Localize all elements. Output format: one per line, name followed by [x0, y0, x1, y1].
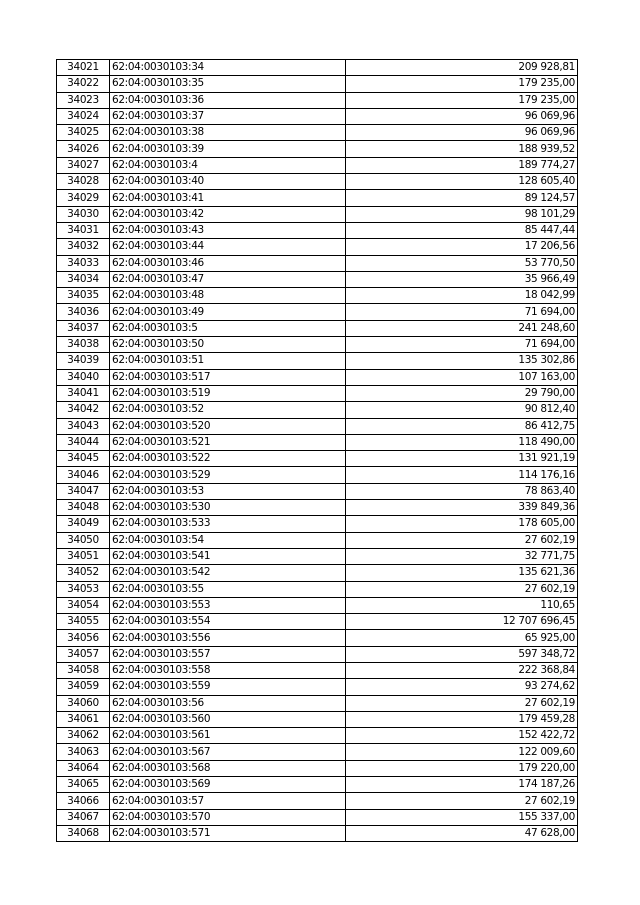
row-number-cell: 34045 [57, 451, 110, 467]
value-cell: 114 176,16 [346, 467, 578, 483]
cadastral-number-cell: 62:04:0030103:53 [110, 483, 346, 499]
row-number-cell: 34024 [57, 108, 110, 124]
cadastral-number-cell: 62:04:0030103:48 [110, 288, 346, 304]
table-row [57, 679, 578, 695]
row-number-cell: 34055 [57, 614, 110, 630]
value-cell: 12 707 696,45 [346, 614, 578, 630]
value-cell: 27 602,19 [346, 532, 578, 548]
value-cell: 179 235,00 [346, 92, 578, 108]
cadastral-number-cell: 62:04:0030103:569 [110, 777, 346, 793]
table-row [57, 695, 578, 711]
table-row [57, 402, 578, 418]
value-cell: 29 790,00 [346, 385, 578, 401]
cadastral-number-cell: 62:04:0030103:46 [110, 255, 346, 271]
row-number-cell: 34025 [57, 125, 110, 141]
row-number-cell: 34068 [57, 825, 110, 841]
row-number-cell: 34032 [57, 239, 110, 255]
cadastral-number-cell: 62:04:0030103:52 [110, 402, 346, 418]
value-cell: 90 812,40 [346, 402, 578, 418]
cadastral-number-cell: 62:04:0030103:51 [110, 353, 346, 369]
value-cell: 189 774,27 [346, 157, 578, 173]
row-number-cell: 34036 [57, 304, 110, 320]
table-row [57, 60, 578, 76]
table-row [57, 76, 578, 92]
value-cell: 131 921,19 [346, 451, 578, 467]
table-row [57, 125, 578, 141]
table-row [57, 662, 578, 678]
table-row [57, 222, 578, 238]
value-cell: 174 187,26 [346, 777, 578, 793]
row-number-cell: 34026 [57, 141, 110, 157]
value-cell: 107 163,00 [346, 369, 578, 385]
cadastral-number-cell: 62:04:0030103:35 [110, 76, 346, 92]
row-number-cell: 34056 [57, 630, 110, 646]
row-number-cell: 34035 [57, 288, 110, 304]
row-number-cell: 34040 [57, 369, 110, 385]
value-cell: 86 412,75 [346, 418, 578, 434]
row-number-cell: 34060 [57, 695, 110, 711]
cadastral-number-cell: 62:04:0030103:557 [110, 646, 346, 662]
table-row [57, 597, 578, 613]
table-row [57, 157, 578, 173]
table-row [57, 614, 578, 630]
cadastral-number-cell: 62:04:0030103:39 [110, 141, 346, 157]
table-row [57, 548, 578, 564]
cadastral-number-cell: 62:04:0030103:520 [110, 418, 346, 434]
table-row [57, 630, 578, 646]
cadastral-number-cell: 62:04:0030103:40 [110, 174, 346, 190]
cadastral-number-cell: 62:04:0030103:568 [110, 760, 346, 776]
table-row [57, 141, 578, 157]
cadastral-value-table [56, 59, 578, 842]
row-number-cell: 34067 [57, 809, 110, 825]
value-cell: 122 009,60 [346, 744, 578, 760]
row-number-cell: 34064 [57, 760, 110, 776]
value-cell: 241 248,60 [346, 320, 578, 336]
row-number-cell: 34042 [57, 402, 110, 418]
value-cell: 128 605,40 [346, 174, 578, 190]
row-number-cell: 34030 [57, 206, 110, 222]
table-row [57, 809, 578, 825]
value-cell: 17 206,56 [346, 239, 578, 255]
row-number-cell: 34033 [57, 255, 110, 271]
table-row [57, 418, 578, 434]
value-cell: 222 368,84 [346, 662, 578, 678]
value-cell: 93 274,62 [346, 679, 578, 695]
row-number-cell: 34037 [57, 320, 110, 336]
table-row [57, 434, 578, 450]
value-cell: 27 602,19 [346, 695, 578, 711]
table-row [57, 369, 578, 385]
cadastral-number-cell: 62:04:0030103:55 [110, 581, 346, 597]
cadastral-number-cell: 62:04:0030103:542 [110, 565, 346, 581]
row-number-cell: 34038 [57, 337, 110, 353]
cadastral-number-cell: 62:04:0030103:43 [110, 222, 346, 238]
cadastral-number-cell: 62:04:0030103:560 [110, 711, 346, 727]
value-cell: 96 069,96 [346, 108, 578, 124]
row-number-cell: 34061 [57, 711, 110, 727]
value-cell: 32 771,75 [346, 548, 578, 564]
cadastral-number-cell: 62:04:0030103:47 [110, 271, 346, 287]
row-number-cell: 34057 [57, 646, 110, 662]
table-row [57, 190, 578, 206]
row-number-cell: 34054 [57, 597, 110, 613]
cadastral-number-cell: 62:04:0030103:541 [110, 548, 346, 564]
value-cell: 78 863,40 [346, 483, 578, 499]
value-cell: 597 348,72 [346, 646, 578, 662]
value-cell: 53 770,50 [346, 255, 578, 271]
table-row [57, 288, 578, 304]
cadastral-number-cell: 62:04:0030103:519 [110, 385, 346, 401]
cadastral-number-cell: 62:04:0030103:4 [110, 157, 346, 173]
cadastral-number-cell: 62:04:0030103:49 [110, 304, 346, 320]
table-row [57, 793, 578, 809]
row-number-cell: 34062 [57, 728, 110, 744]
row-number-cell: 34048 [57, 500, 110, 516]
row-number-cell: 34050 [57, 532, 110, 548]
table-row [57, 320, 578, 336]
row-number-cell: 34046 [57, 467, 110, 483]
row-number-cell: 34044 [57, 434, 110, 450]
table-row [57, 516, 578, 532]
value-cell: 209 928,81 [346, 60, 578, 76]
table-row [57, 646, 578, 662]
value-cell: 179 235,00 [346, 76, 578, 92]
cadastral-number-cell: 62:04:0030103:559 [110, 679, 346, 695]
cadastral-number-cell: 62:04:0030103:38 [110, 125, 346, 141]
cadastral-number-cell: 62:04:0030103:37 [110, 108, 346, 124]
value-cell: 179 459,28 [346, 711, 578, 727]
row-number-cell: 34043 [57, 418, 110, 434]
row-number-cell: 34052 [57, 565, 110, 581]
cadastral-number-cell: 62:04:0030103:558 [110, 662, 346, 678]
value-cell: 35 966,49 [346, 271, 578, 287]
cadastral-number-cell: 62:04:0030103:56 [110, 695, 346, 711]
table-row [57, 760, 578, 776]
cadastral-number-cell: 62:04:0030103:554 [110, 614, 346, 630]
table-row [57, 728, 578, 744]
cadastral-number-cell: 62:04:0030103:533 [110, 516, 346, 532]
row-number-cell: 34059 [57, 679, 110, 695]
table-row [57, 174, 578, 190]
table-row [57, 532, 578, 548]
cadastral-number-cell: 62:04:0030103:522 [110, 451, 346, 467]
table-row [57, 500, 578, 516]
row-number-cell: 34049 [57, 516, 110, 532]
value-cell: 65 925,00 [346, 630, 578, 646]
cadastral-number-cell: 62:04:0030103:556 [110, 630, 346, 646]
value-cell: 85 447,44 [346, 222, 578, 238]
value-cell: 135 302,86 [346, 353, 578, 369]
row-number-cell: 34051 [57, 548, 110, 564]
cadastral-number-cell: 62:04:0030103:36 [110, 92, 346, 108]
row-number-cell: 34066 [57, 793, 110, 809]
value-cell: 152 422,72 [346, 728, 578, 744]
row-number-cell: 34023 [57, 92, 110, 108]
value-cell: 135 621,36 [346, 565, 578, 581]
row-number-cell: 34053 [57, 581, 110, 597]
row-number-cell: 34063 [57, 744, 110, 760]
value-cell: 155 337,00 [346, 809, 578, 825]
value-cell: 188 939,52 [346, 141, 578, 157]
row-number-cell: 34021 [57, 60, 110, 76]
table-row [57, 565, 578, 581]
cadastral-number-cell: 62:04:0030103:44 [110, 239, 346, 255]
cadastral-number-cell: 62:04:0030103:529 [110, 467, 346, 483]
row-number-cell: 34065 [57, 777, 110, 793]
table-row [57, 337, 578, 353]
value-cell: 71 694,00 [346, 337, 578, 353]
table-row [57, 304, 578, 320]
row-number-cell: 34031 [57, 222, 110, 238]
table-row [57, 451, 578, 467]
value-cell: 179 220,00 [346, 760, 578, 776]
value-cell: 98 101,29 [346, 206, 578, 222]
value-cell: 96 069,96 [346, 125, 578, 141]
row-number-cell: 34029 [57, 190, 110, 206]
value-cell: 89 124,57 [346, 190, 578, 206]
value-cell: 178 605,00 [346, 516, 578, 532]
table-row [57, 467, 578, 483]
table-row [57, 777, 578, 793]
cadastral-number-cell: 62:04:0030103:41 [110, 190, 346, 206]
cadastral-number-cell: 62:04:0030103:57 [110, 793, 346, 809]
row-number-cell: 34027 [57, 157, 110, 173]
table-row [57, 271, 578, 287]
cadastral-number-cell: 62:04:0030103:570 [110, 809, 346, 825]
value-cell: 47 628,00 [346, 825, 578, 841]
table-body [57, 60, 578, 842]
cadastral-number-cell: 62:04:0030103:34 [110, 60, 346, 76]
cadastral-number-cell: 62:04:0030103:553 [110, 597, 346, 613]
table-row [57, 108, 578, 124]
cadastral-number-cell: 62:04:0030103:517 [110, 369, 346, 385]
table-row [57, 206, 578, 222]
table-row [57, 385, 578, 401]
cadastral-number-cell: 62:04:0030103:54 [110, 532, 346, 548]
cadastral-number-cell: 62:04:0030103:530 [110, 500, 346, 516]
table-row [57, 744, 578, 760]
row-number-cell: 34041 [57, 385, 110, 401]
row-number-cell: 34028 [57, 174, 110, 190]
row-number-cell: 34047 [57, 483, 110, 499]
row-number-cell: 34039 [57, 353, 110, 369]
value-cell: 18 042,99 [346, 288, 578, 304]
cadastral-number-cell: 62:04:0030103:42 [110, 206, 346, 222]
value-cell: 71 694,00 [346, 304, 578, 320]
value-cell: 339 849,36 [346, 500, 578, 516]
cadastral-number-cell: 62:04:0030103:567 [110, 744, 346, 760]
table-row [57, 239, 578, 255]
value-cell: 27 602,19 [346, 581, 578, 597]
row-number-cell: 34058 [57, 662, 110, 678]
table-row [57, 825, 578, 841]
cadastral-number-cell: 62:04:0030103:561 [110, 728, 346, 744]
cadastral-number-cell: 62:04:0030103:521 [110, 434, 346, 450]
value-cell: 27 602,19 [346, 793, 578, 809]
table-row [57, 353, 578, 369]
cadastral-number-cell: 62:04:0030103:50 [110, 337, 346, 353]
table-row [57, 255, 578, 271]
table-row [57, 92, 578, 108]
value-cell: 110,65 [346, 597, 578, 613]
row-number-cell: 34034 [57, 271, 110, 287]
table-row [57, 711, 578, 727]
table-row [57, 581, 578, 597]
row-number-cell: 34022 [57, 76, 110, 92]
cadastral-number-cell: 62:04:0030103:571 [110, 825, 346, 841]
value-cell: 118 490,00 [346, 434, 578, 450]
table-row [57, 483, 578, 499]
cadastral-number-cell: 62:04:0030103:5 [110, 320, 346, 336]
